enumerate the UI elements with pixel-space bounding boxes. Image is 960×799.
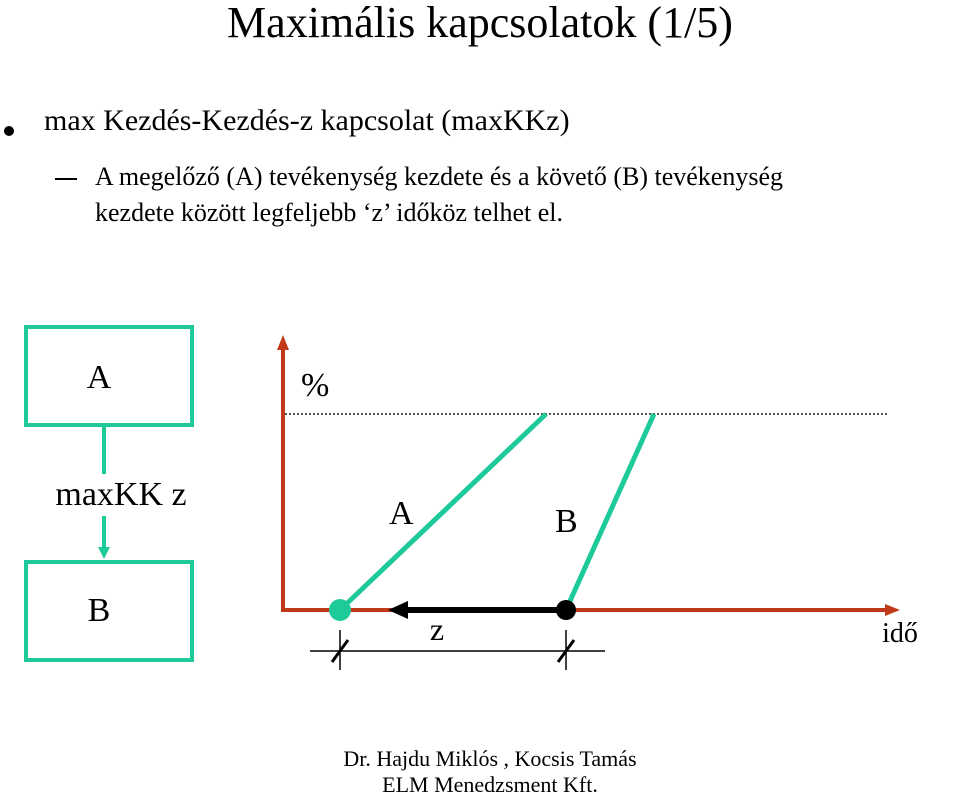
y-axis-arrow-icon — [277, 335, 289, 350]
activity-box-b-label: B — [87, 592, 111, 629]
footer-authors: Dr. Hajdu Miklós , Kocsis Tamás — [343, 746, 637, 771]
footer-company: ELM Menedzsment Kft. — [382, 772, 598, 797]
activity-b-line — [566, 414, 654, 610]
z-interval-label: z — [429, 611, 445, 647]
slide-title: Maximális kapcsolatok (1/5) — [227, 0, 733, 47]
x-axis-label: idő — [882, 618, 918, 649]
activity-a-start-marker — [329, 599, 351, 621]
x-axis-arrow-icon — [885, 604, 900, 616]
activity-box-a-label: A — [86, 359, 112, 396]
bullet-text: max Kezdés-Kezdés-z kapcsolat (maxKKz) — [44, 104, 570, 137]
activity-b-start-marker — [556, 600, 576, 620]
sub-bullet-line-1: A megelőző (A) tevékenység kezdete és a követő (B) tevékenység — [95, 162, 784, 191]
activity-b-label: B — [555, 503, 578, 540]
y-axis-label: % — [301, 367, 330, 404]
z-interval-arrowhead-icon — [388, 601, 408, 619]
activity-a-label: A — [389, 495, 414, 532]
relation-label: maxKK z — [55, 476, 187, 513]
sub-bullet-line-2: kezdete között legfeljebb ‘z’ időköz telhet el. — [95, 198, 564, 227]
activity-a-line — [340, 414, 546, 610]
